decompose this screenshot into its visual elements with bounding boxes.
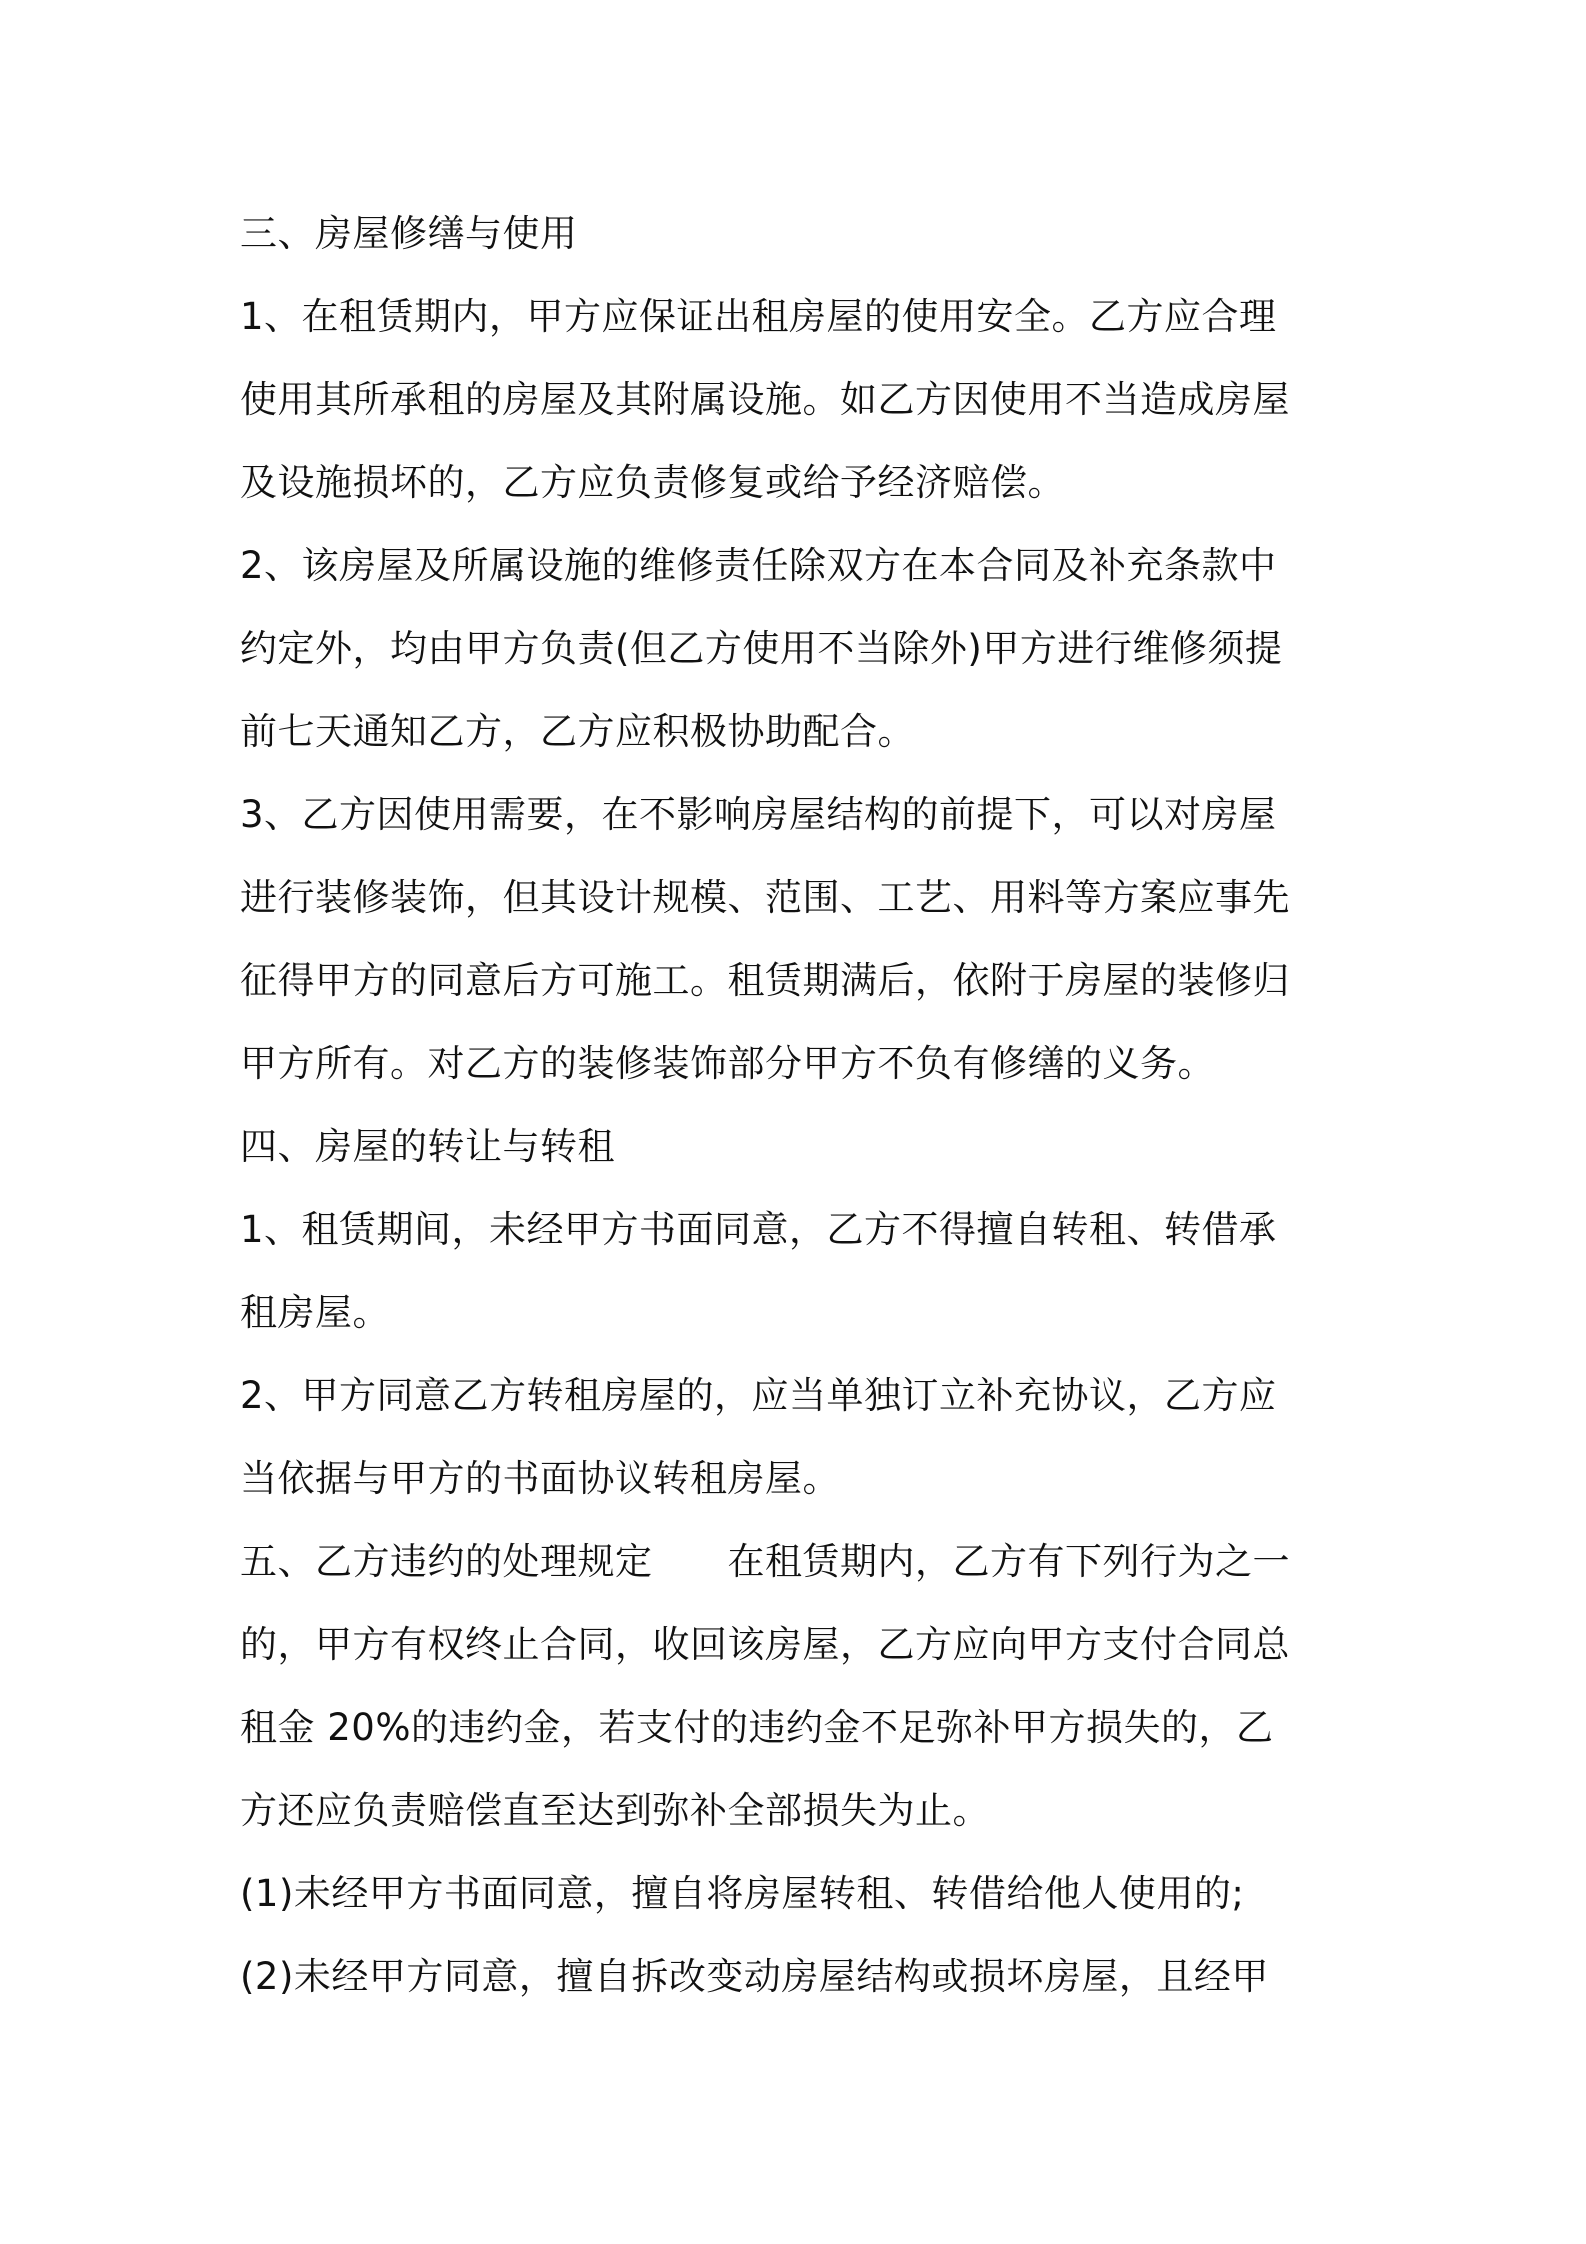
paragraph-line: 前七天通知乙方，乙方应积极协助配合。 — [240, 710, 915, 753]
paragraph-line: 约定外，均由甲方负责(但乙方使用不当除外)甲方进行维修须提 — [240, 627, 1283, 670]
section-heading-breach: 五、乙方违约的处理规定 在租赁期内，乙方有下列行为之一 — [240, 1540, 1290, 1583]
paragraph-line: 及设施损坏的，乙方应负责修复或给予经济赔偿。 — [240, 461, 1065, 504]
paragraph-line: 1、在租赁期内，甲方应保证出租房屋的使用安全。乙方应合理 — [240, 295, 1277, 338]
paragraph-line: 1、租赁期间，未经甲方书面同意，乙方不得擅自转租、转借承 — [240, 1208, 1277, 1251]
section-heading-repair: 三、房屋修缮与使用 — [240, 212, 578, 255]
section-heading-transfer: 四、房屋的转让与转租 — [240, 1125, 615, 1168]
paragraph-line: 租房屋。 — [240, 1291, 390, 1334]
paragraph-line: 甲方所有。对乙方的装修装饰部分甲方不负有修缮的义务。 — [240, 1042, 1215, 1085]
paragraph-line: 3、乙方因使用需要，在不影响房屋结构的前提下，可以对房屋 — [240, 793, 1277, 836]
list-item-line: (1)未经甲方书面同意，擅自将房屋转租、转借给他人使用的; — [240, 1872, 1245, 1915]
paragraph-line: 使用其所承租的房屋及其附属设施。如乙方因使用不当造成房屋 — [240, 378, 1290, 421]
paragraph-line: 的，甲方有权终止合同，收回该房屋，乙方应向甲方支付合同总 — [240, 1623, 1290, 1666]
paragraph-line: 征得甲方的同意后方可施工。租赁期满后，依附于房屋的装修归 — [240, 959, 1290, 1002]
paragraph-line: 当依据与甲方的书面协议转租房屋。 — [240, 1457, 840, 1500]
paragraph-line: 方还应负责赔偿直至达到弥补全部损失为止。 — [240, 1789, 990, 1832]
paragraph-line: 租金 20%的违约金，若支付的违约金不足弥补甲方损失的，乙 — [240, 1706, 1274, 1749]
paragraph-line: 2、甲方同意乙方转租房屋的，应当单独订立补充协议，乙方应 — [240, 1374, 1277, 1417]
paragraph-line: 进行装修装饰，但其设计规模、范围、工艺、用料等方案应事先 — [240, 876, 1290, 919]
list-item-line: (2)未经甲方同意，擅自拆改变动房屋结构或损坏房屋，且经甲 — [240, 1955, 1269, 1998]
document-body — [240, 192, 1360, 2018]
paragraph-line: 2、该房屋及所属设施的维修责任除双方在本合同及补充条款中 — [240, 544, 1277, 587]
